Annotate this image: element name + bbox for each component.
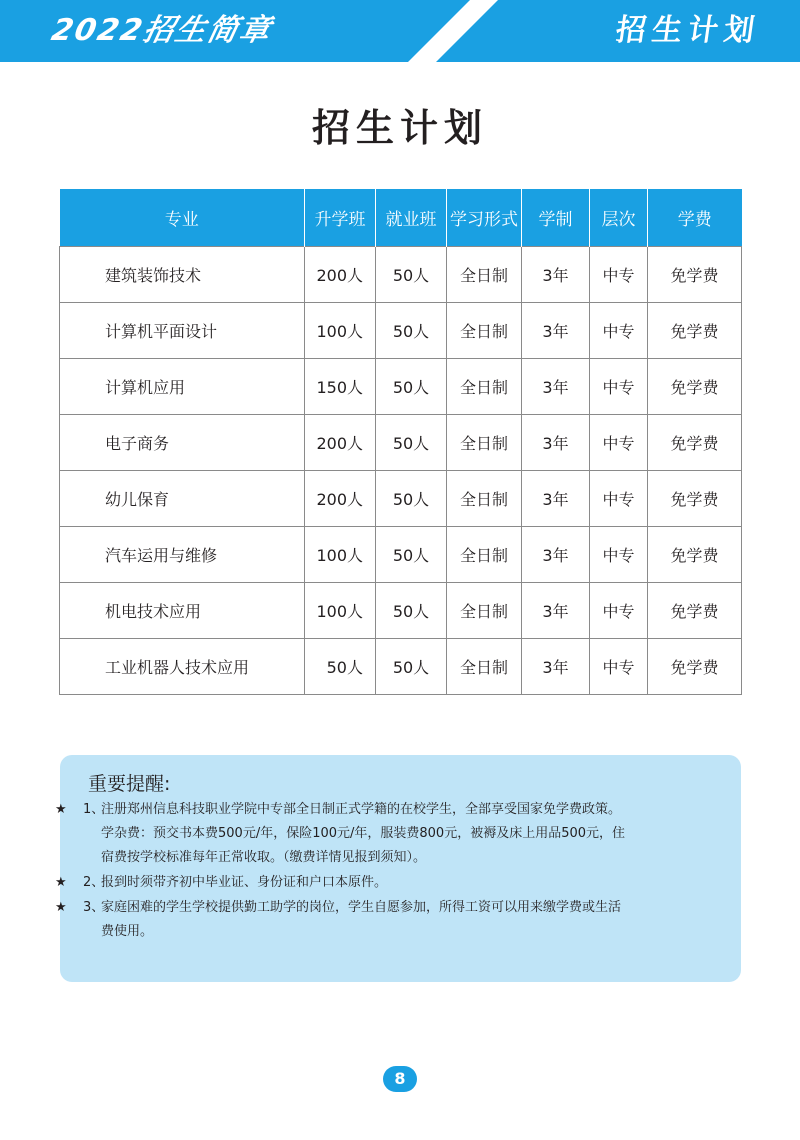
cell-tuition: 免学费	[648, 527, 742, 583]
cell-duration: 3年	[522, 527, 590, 583]
cell-tuition: 免学费	[648, 471, 742, 527]
column-header-employment-class: 就业班	[376, 189, 447, 247]
column-header-duration: 学制	[522, 189, 590, 247]
note-text	[101, 896, 645, 944]
cell-employment-class: 50人	[376, 359, 447, 415]
cell-further-study-class: 100人	[305, 583, 376, 639]
note-line: 学杂费：预交书本费500元/年，保险100元/年，服装费800元，被褥及床上用品500元，住	[101, 826, 626, 841]
cell-level: 中专	[590, 359, 648, 415]
note-line: 家庭困难的学生学校提供勤工助学的岗位，学生自愿参加，所得工资可以用来缴学费或生活	[101, 900, 622, 915]
reminder-note-1	[55, 798, 645, 870]
cell-employment-class: 50人	[376, 247, 447, 303]
cell-study-form: 全日制	[447, 303, 522, 359]
cell-major: 幼儿保育	[60, 471, 305, 527]
cell-further-study-class: 200人	[305, 471, 376, 527]
cell-study-form: 全日制	[447, 359, 522, 415]
column-header-level: 层次	[590, 189, 648, 247]
table-row	[60, 471, 742, 527]
cell-major: 工业机器人技术应用	[60, 639, 305, 695]
reminder-note-3	[55, 896, 645, 944]
cell-study-form: 全日制	[447, 471, 522, 527]
enrollment-plan-table	[59, 189, 742, 695]
table-row	[60, 639, 742, 695]
cell-employment-class: 50人	[376, 471, 447, 527]
cell-duration: 3年	[522, 303, 590, 359]
cell-employment-class: 50人	[376, 415, 447, 471]
star-icon: ★	[55, 802, 67, 817]
cell-major: 建筑装饰技术	[60, 247, 305, 303]
table-row	[60, 303, 742, 359]
cell-further-study-class: 100人	[305, 303, 376, 359]
note-line: 费使用。	[101, 924, 154, 939]
cell-duration: 3年	[522, 639, 590, 695]
note-text	[101, 871, 645, 895]
cell-employment-class: 50人	[376, 527, 447, 583]
star-icon: ★	[55, 875, 67, 890]
cell-major: 计算机应用	[60, 359, 305, 415]
table-row	[60, 583, 742, 639]
cell-level: 中专	[590, 527, 648, 583]
note-number: 1、	[83, 802, 105, 817]
header-banner	[0, 0, 800, 62]
cell-study-form: 全日制	[447, 583, 522, 639]
cell-duration: 3年	[522, 359, 590, 415]
reminder-note-2	[55, 871, 645, 895]
cell-tuition: 免学费	[648, 303, 742, 359]
cell-employment-class: 50人	[376, 583, 447, 639]
cell-level: 中专	[590, 583, 648, 639]
table-header-row	[60, 189, 742, 247]
column-header-further-study-class: 升学班	[305, 189, 376, 247]
cell-duration: 3年	[522, 583, 590, 639]
cell-level: 中专	[590, 415, 648, 471]
star-icon: ★	[55, 900, 67, 915]
cell-tuition: 免学费	[648, 583, 742, 639]
column-header-study-form: 学习形式	[447, 189, 522, 247]
page-title: 招生计划	[311, 106, 488, 150]
table-row	[60, 247, 742, 303]
cell-study-form: 全日制	[447, 639, 522, 695]
cell-major: 机电技术应用	[60, 583, 305, 639]
cell-major: 汽车运用与维修	[60, 527, 305, 583]
cell-employment-class: 50人	[376, 303, 447, 359]
column-header-tuition: 学费	[648, 189, 742, 247]
note-line: 注册郑州信息科技职业学院中专部全日制正式学籍的在校学生，全部享受国家免学费政策。	[101, 802, 622, 817]
cell-tuition: 免学费	[648, 415, 742, 471]
cell-further-study-class: 200人	[305, 415, 376, 471]
cell-further-study-class: 200人	[305, 247, 376, 303]
cell-level: 中专	[590, 247, 648, 303]
table-row	[60, 527, 742, 583]
note-number: 3、	[83, 900, 105, 915]
cell-tuition: 免学费	[648, 247, 742, 303]
section-label: 招生计划	[613, 13, 763, 48]
note-number: 2、	[83, 875, 105, 890]
note-line: 宿费按学校标准每年正常收取。（缴费详情见报到须知）。	[101, 850, 427, 865]
brochure-title: 2022招生简章	[48, 13, 276, 48]
cell-major: 计算机平面设计	[60, 303, 305, 359]
cell-duration: 3年	[522, 247, 590, 303]
cell-tuition: 免学费	[648, 639, 742, 695]
cell-duration: 3年	[522, 415, 590, 471]
cell-study-form: 全日制	[447, 247, 522, 303]
note-text	[101, 798, 645, 870]
note-line: 报到时须带齐初中毕业证、身份证和户口本原件。	[101, 875, 388, 890]
table-row	[60, 359, 742, 415]
cell-further-study-class: 50人	[305, 639, 376, 695]
cell-further-study-class: 150人	[305, 359, 376, 415]
cell-duration: 3年	[522, 471, 590, 527]
cell-level: 中专	[590, 303, 648, 359]
table-row	[60, 415, 742, 471]
cell-study-form: 全日制	[447, 415, 522, 471]
reminder-title: 重要提醒:	[88, 773, 171, 795]
cell-study-form: 全日制	[447, 527, 522, 583]
cell-employment-class: 50人	[376, 639, 447, 695]
page-number: 8	[383, 1066, 417, 1092]
cell-tuition: 免学费	[648, 359, 742, 415]
cell-level: 中专	[590, 639, 648, 695]
cell-level: 中专	[590, 471, 648, 527]
cell-further-study-class: 100人	[305, 527, 376, 583]
cell-major: 电子商务	[60, 415, 305, 471]
column-header-major: 专业	[60, 189, 305, 247]
